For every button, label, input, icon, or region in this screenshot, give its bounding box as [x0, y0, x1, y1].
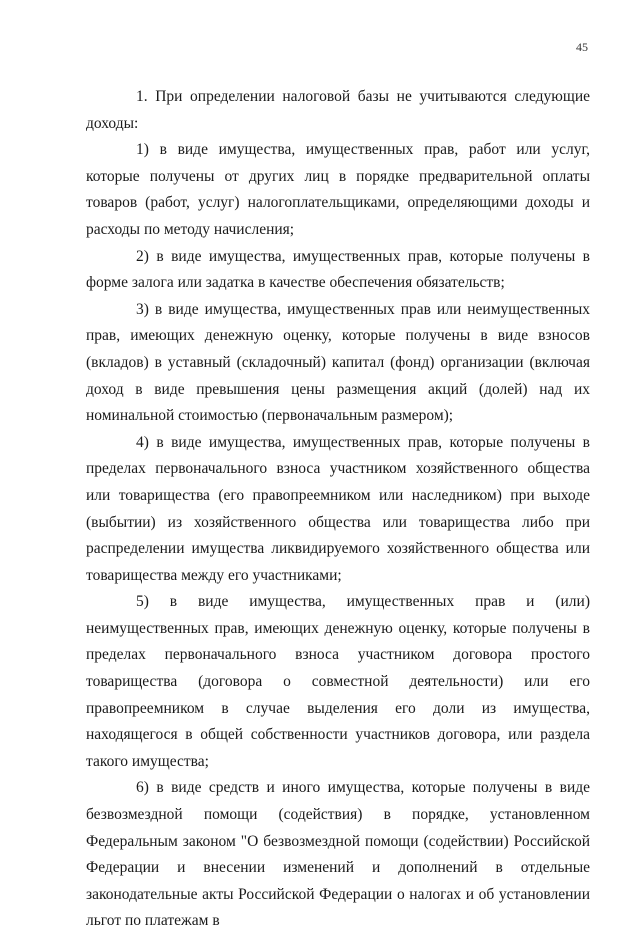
- paragraph-item-5: 5) в виде имущества, имущественных прав и (или) неимущественных прав, имеющих денежную оценку, которые получены в пределах первоначального взноса участником договора простого товарищества (договора о совместной деятельности) или его правопреемником в случае выделения его доли из имущества, находящегося в общей собственности участников договора, или раздела такого имущества;: [86, 593, 590, 770]
- paragraph-intro: 1. При определении налоговой базы не учитываются следующие доходы:: [86, 88, 590, 132]
- paragraph-item-6: 6) в виде средств и иного имущества, которые получены в виде безвозмездной помощи (содействия) в порядке, установленном Федеральным законом "О безвозмездной помощи (содействии) Российской Федерации и внесении изменений и дополнений в отдельные законодательные акты Российской Федерации о налогах и об установлении льгот по платежам в: [86, 779, 590, 930]
- page-number: 45: [576, 40, 588, 54]
- paragraph-item-4: 4) в виде имущества, имущественных прав, которые получены в пределах первоначального взноса участником хозяйственного общества или товарищества (его правопреемником или наследником) при выходе (выбытии) из хозяйственного общества или товарищества либо при распределении имущества ликвидируемого хозяйственного общества или товарищества между его участниками;: [86, 433, 590, 584]
- paragraph-item-3: 3) в виде имущества, имущественных прав или неимущественных прав, имеющих денежную оценку, которые получены в виде взносов (вкладов) в уставный (складочный) капитал (фонд) организации (включая доход в виде превышения цены размещения акций (долей) над их номинальной стоимостью (первоначальным размером);: [86, 300, 590, 425]
- paragraph-item-2: 2) в виде имущества, имущественных прав, которые получены в форме залога или задатка в качестве обеспечения обязательств;: [86, 247, 590, 292]
- paragraph-item-1: 1) в виде имущества, имущественных прав, работ или услуг, которые получены от других лиц в порядке предварительной оплаты товаров (работ, услуг) налогоплательщиками, определяющими доходы и расходы по методу начисления;: [86, 141, 590, 238]
- body-text: [86, 84, 590, 935]
